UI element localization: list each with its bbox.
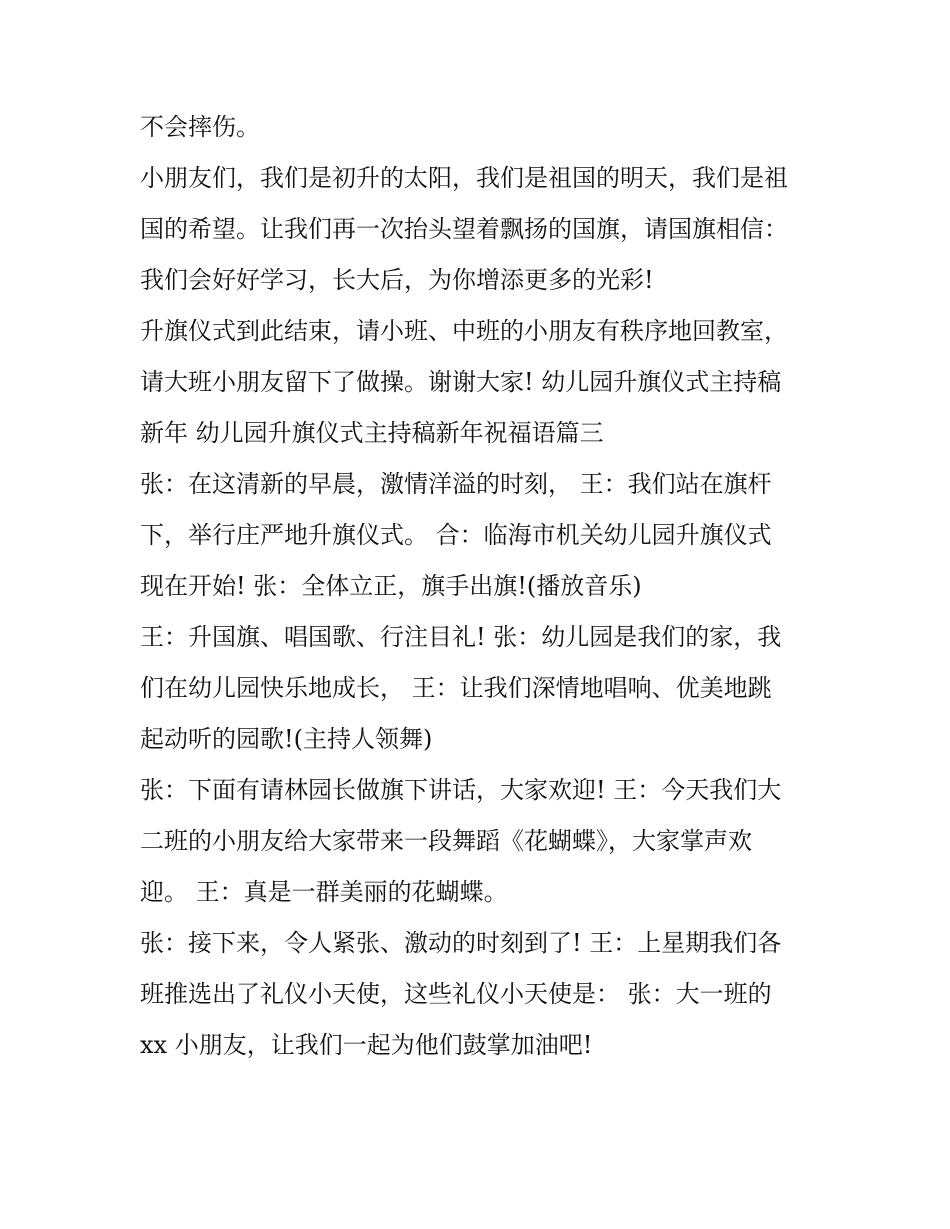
text-line: 张：在这清新的早晨，激情洋溢的时刻， 王：我们站在旗杆 <box>140 470 772 498</box>
text-line: 们在幼儿园快乐地成长， 王：让我们深情地唱响、优美地跳 <box>140 674 772 702</box>
text-line: 国的希望。让我们再一次抬头望着飘扬的国旗，请国旗相信： <box>140 215 788 243</box>
text-line: 新年 幼儿园升旗仪式主持稿新年祝福语篇三 <box>140 419 604 447</box>
text-line: 迎。 王：真是一群美丽的花蝴蝶。 <box>140 878 508 906</box>
body-text <box>140 102 820 1071</box>
text-line: 现在开始! 张：全体立正，旗手出旗!(播放音乐) <box>140 572 642 600</box>
text-line: 张：下面有请林园长做旗下讲话，大家欢迎! 王：今天我们大 <box>140 776 782 804</box>
text-line: 二班的小朋友给大家带来一段舞蹈《花蝴蝶》，大家掌声欢 <box>140 827 752 855</box>
text-line: 起动听的园歌!(主持人领舞) <box>140 725 433 753</box>
text-line: xx 小朋友，让我们一起为他们鼓掌加油吧! <box>140 1031 593 1059</box>
text-line: 不会摔伤。 <box>140 113 260 141</box>
text-line: 请大班小朋友留下了做操。谢谢大家! 幼儿园升旗仪式主持稿 <box>140 368 782 396</box>
text-line: 我们会好好学习，长大后，为你增添更多的光彩! <box>140 266 654 294</box>
text-line: 王：升国旗、唱国歌、行注目礼! 张：幼儿园是我们的家，我 <box>140 623 782 651</box>
text-line: 小朋友们，我们是初升的太阳，我们是祖国的明天，我们是祖 <box>140 164 788 192</box>
text-line: 下，举行庄严地升旗仪式。 合：临海市机关幼儿园升旗仪式 <box>140 521 772 549</box>
text-line: 升旗仪式到此结束，请小班、中班的小朋友有秩序地回教室， <box>140 317 788 345</box>
text-line: 班推选出了礼仪小天使，这些礼仪小天使是： 张：大一班的 <box>140 980 772 1008</box>
text-line: 张：接下来，令人紧张、激动的时刻到了! 王：上星期我们各 <box>140 929 782 957</box>
